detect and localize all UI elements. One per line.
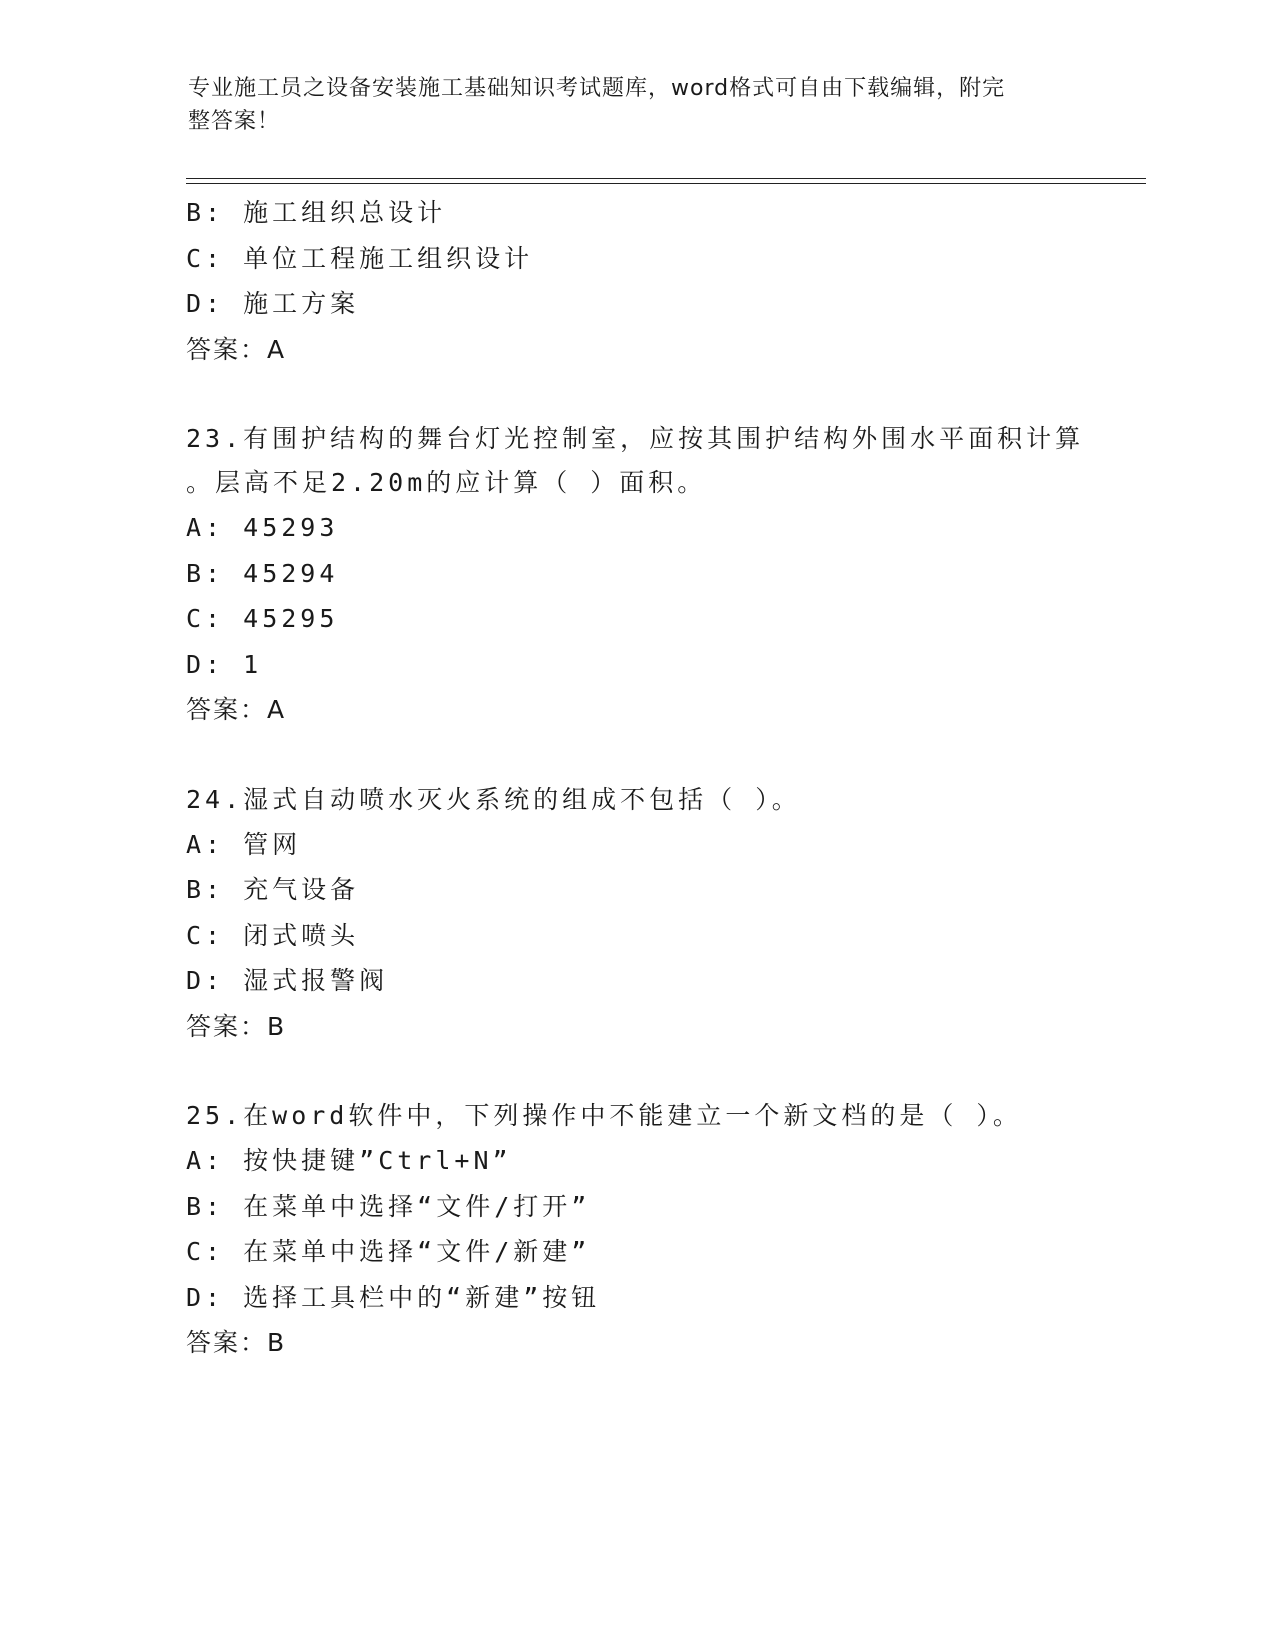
option-a: A: 管网 [186, 829, 302, 859]
document-body [186, 190, 1086, 1366]
question-25 [186, 1094, 1086, 1366]
option-d: D: 施工方案 [186, 289, 360, 318]
question-stem: 25.在word软件中，下列操作中不能建立一个新文档的是（ ）。 [186, 1101, 1022, 1130]
answer: 答案：B [186, 1011, 287, 1041]
header-divider-top [186, 178, 1146, 179]
option-d: D: 湿式报警阀 [186, 966, 389, 995]
option-d: D: 1 [186, 649, 263, 679]
question-22-tail [186, 190, 1086, 372]
option-b: B: 充气设备 [186, 875, 360, 904]
option-c: C: 单位工程施工组织设计 [186, 243, 534, 273]
question-24 [186, 778, 1086, 1050]
option-a: A: 45293 [186, 513, 339, 542]
option-b: B: 在菜单中选择“文件/打开” [186, 1191, 591, 1221]
answer: 答案：B [186, 1328, 287, 1357]
option-c: C: 在菜单中选择“文件/新建” [186, 1237, 591, 1266]
option-a: A: 按快捷键”Ctrl+N” [186, 1146, 512, 1175]
question-stem-line-2: 。层高不足2.20m的应计算（ ）面积。 [186, 468, 707, 497]
question-23 [186, 417, 1086, 733]
option-b: B: 施工组织总设计 [186, 198, 447, 227]
option-d: D: 选择工具栏中的“新建”按钮 [186, 1282, 601, 1312]
header-line-2: 整答案！ [188, 109, 281, 134]
option-c: C: 闭式喷头 [186, 920, 360, 950]
answer: 答案：A [186, 334, 287, 364]
question-stem: 24.湿式自动喷水灭火系统的组成不包括（ ）。 [186, 784, 801, 814]
document-header [188, 72, 1068, 138]
question-stem-line-1: 23.有围护结构的舞台灯光控制室，应按其围护结构外围水平面积计算 [186, 424, 1085, 453]
option-b: B: 45294 [186, 558, 339, 588]
header-divider-bottom [186, 183, 1146, 184]
header-line-1: 专业施工员之设备安装施工基础知识考试题库，word格式可自由下载编辑，附完 [188, 76, 1006, 101]
answer: 答案：A [186, 695, 287, 724]
option-c: C: 45295 [186, 604, 339, 633]
